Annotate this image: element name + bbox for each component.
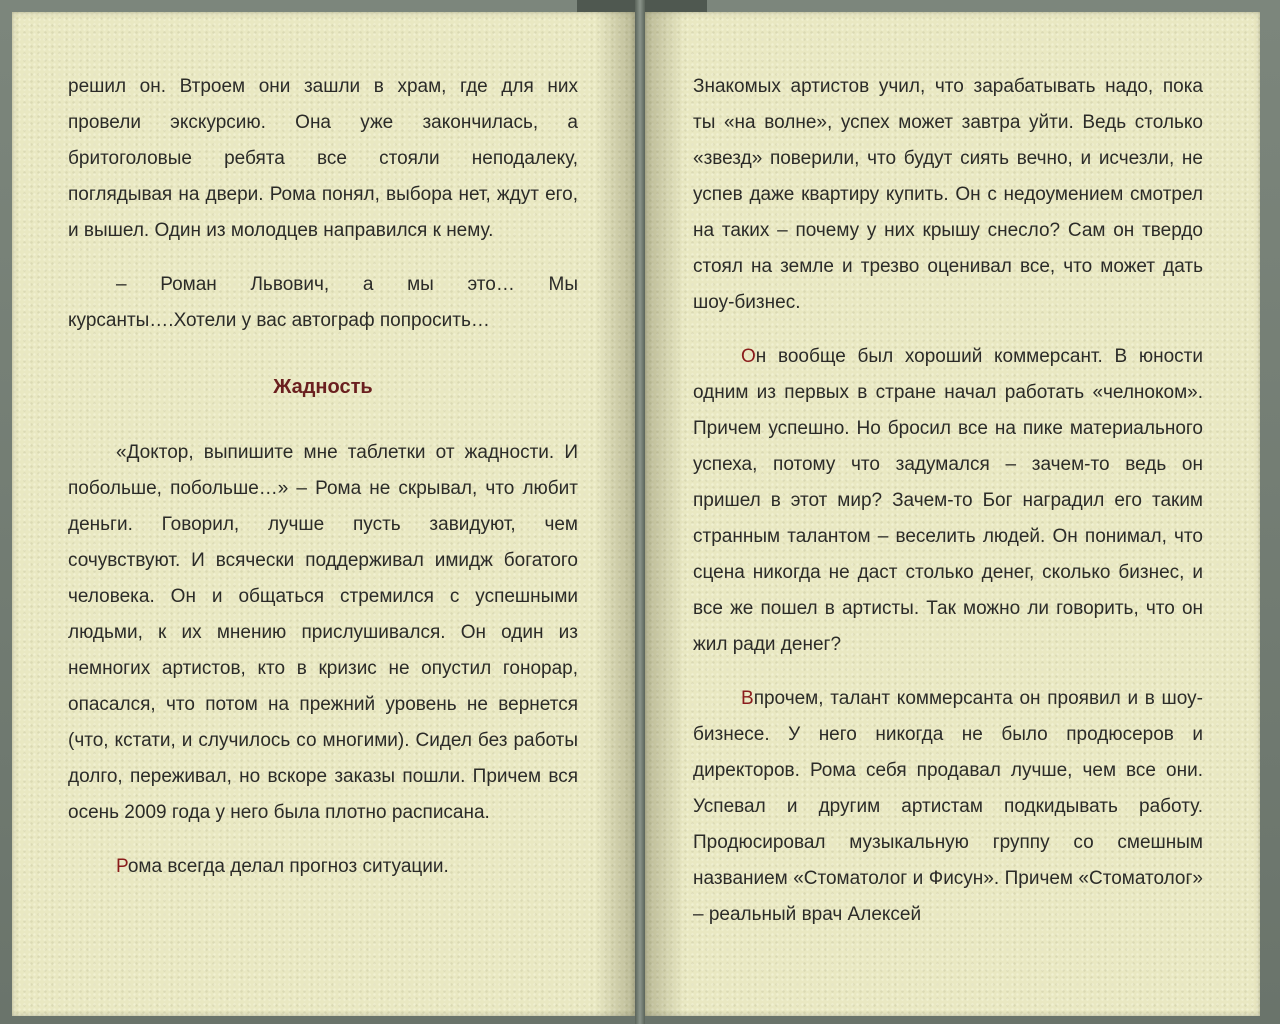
paragraph — [693, 339, 1203, 663]
paragraph: решил он. Втроем они зашли в храм, где для них провели экскурсию. Она уже закончилась, а бритоголовые ребята все стояли неподалеку, поглядывая на двери. Рома понял, выбора нет, ждут его, и вышел. Один из молодцев направился к нему. — [68, 76, 578, 241]
book-spine — [635, 0, 645, 1024]
initial-letter: О — [741, 346, 756, 367]
initial-letter: Р — [116, 856, 128, 877]
paragraph-text: прочем, талант коммерсанта он проявил и в шоу-бизнесе. У него никогда не было продюсеров и директоров. Рома себя продавал лучше, чем все они. Успевал и другим артистам подкидывать работу. Продюсировал музыкальную группу со смешным названием «Стоматолог и Фисун». Причем «Стоматолог» – реальный врач Алексей — [693, 688, 1203, 925]
paragraph: «Доктор, выпишите мне таблетки от жадности. И побольше, побольше…» – Рома не скрывал, что любит деньги. Говорил, лучше пусть завидуют, чем сочувствуют. И всячески поддерживал имидж богатого человека. Он и общаться стремился с успешными людьми, к их мнению прислушивался. Он один из немногих артистов, кто в кризис не опустил гонорар, опасался, что потом на прежний уровень не вернется (что, кстати, и случилось со многими). Сидел без работы долго, переживал, но вскоре заказы пошли. Причем вся осень 2009 года у него была плотно расписана. — [68, 442, 578, 823]
paragraph-text: н вообще был хороший коммерсант. В юности одним из первых в стране начал работать «челноком». Причем успешно. Но бросил все на пике материального успеха, потому что задумался – зачем-то ведь он пришел в этот мир? Зачем-то Бог наградил его таким странным талантом – веселить людей. Он понимал, что сцена никогда не даст столько денег, сколько бизнес, и все же пошел в артисты. Так можно ли говорить, что он жил ради денег? — [693, 346, 1203, 655]
paragraph: – Роман Львович, а мы это… Мы курсанты….Хотели у вас автограф попросить… — [68, 274, 578, 331]
paragraph: Знакомых артистов учил, что зарабатывать надо, пока ты «на волне», успех может завтра уйти. Ведь столько «звезд» поверили, что будут сиять вечно, и исчезли, не успев даже квартиру купить. Он с недоумением смотрел на таких – почему у них крышу снесло? Сам он твердо стоял на земле и трезво оценивал все, что может дать шоу-бизнес. — [693, 76, 1203, 313]
left-page[interactable] — [12, 12, 635, 1016]
paragraph-text: ома всегда делал прогноз ситуации. — [127, 856, 449, 877]
left-text-column — [68, 69, 578, 903]
paragraph — [68, 849, 578, 885]
initial-letter: В — [741, 688, 754, 709]
right-text-column — [693, 69, 1203, 951]
paragraph — [693, 681, 1203, 933]
chapter-heading: Жадность — [273, 376, 373, 398]
right-page[interactable] — [645, 12, 1260, 1016]
